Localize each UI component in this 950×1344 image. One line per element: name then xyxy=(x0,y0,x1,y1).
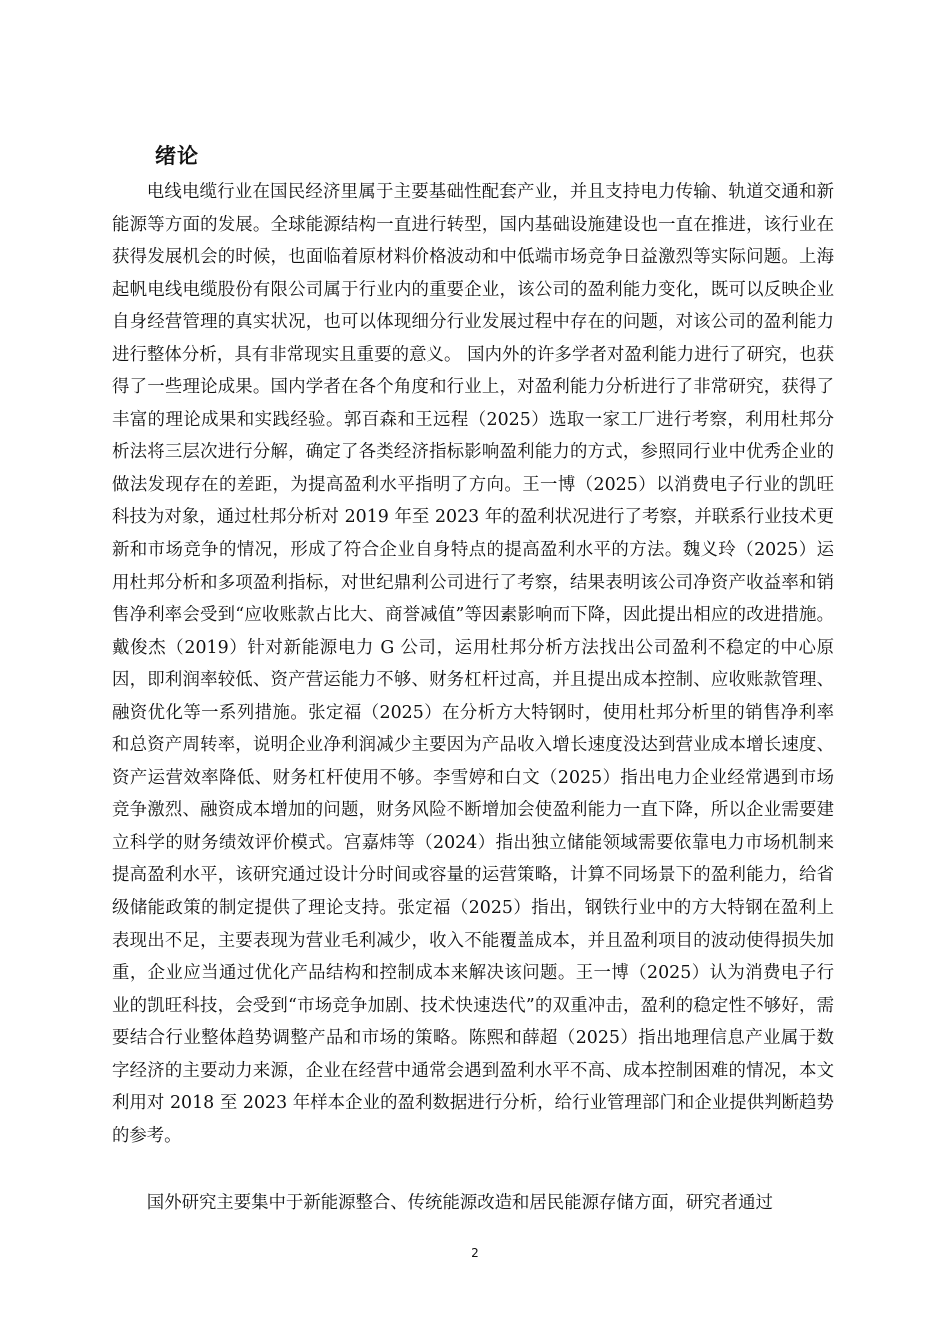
section-heading: 绪论 xyxy=(155,144,199,168)
body-paragraph: 电线电缆行业在国民经济里属于主要基础性配套产业，并且支持电力传输、轨道交通和新能源等方面的发展。全球能源结构一直进行转型，国内基础设施建设也一直在推进，该行业在获得发展机会的时候，也面临着原材料价格波动和中低端市场竞争日益激烈等实际问题。上海起帆电线电缆股份有限公司属于行业内的重要企业，该公司的盈利能力变化，既可以反映企业自身经营管理的真实状况，也可以体现细分行业发展过程中存在的问题，对该公司的盈利能力进行整体分析，具有非常现实且重要的意义。 国内外的许多学者对盈利能力进行了研究，也获得了一些理论成果。国内学者在各个角度和行业上，对盈利能力分析进行了非常研究，获得了丰富的理论成果和实践经验。郭百森和王远程（2025）选取一家工厂进行考察，利用杜邦分析法将三层次进行分解，确定了各类经济指标影响盈利能力的方式，参照同行业中优秀企业的做法发现存在的差距，为提高盈利水平指明了方向。王一博（2025）以消费电子行业的凯旺科技为对象，通过杜邦分析对 2019 年至 2023 年的盈利状况进行了考察，并联系行业技术更新和市场竞争的情况，形成了符合企业自身特点的提高盈利水平的方法。魏义玲（2025）运用杜邦分析和多项盈利指标，对世纪鼎利公司进行了考察，结果表明该公司净资产收益率和销售净利率会受到“应收账款占比大、商誉减值”等因素影响而下降，因此提出相应的改进措施。戴俊杰（2019）针对新能源电力 G 公司，运用杜邦分析方法找出公司盈利不稳定的中心原因，即利润率较低、资产营运能力不够、财务杠杆过高，并且提出成本控制、应收账款管理、融资优化等一系列措施。张定福（2025）在分析方大特钢时，使用杜邦分析里的销售净利率和总资产周转率，说明企业净利润减少主要因为产品收入增长速度没达到营业成本增长速度、资产运营效率降低、财务杠杆使用不够。李雪婷和白文（2025）指出电力企业经常遇到市场竞争激烈、融资成本增加的问题，财务风险不断增加会使盈利能力一直下降，所以企业需要建立科学的财务绩效评价模式。宫嘉炜等（2024）指出独立储能领域需要依靠电力市场机制来提高盈利水平，该研究通过设计分时间或容量的运营策略，计算不同场景下的盈利能力，给省级储能政策的制定提供了理论支持。张定福（2025）指出，钢铁行业中的方大特钢在盈利上表现出不足，主要表现为营业毛利减少，收入不能覆盖成本，并且盈利项目的波动使得损失加重，企业应当通过优化产品结构和控制成本来解决该问题。王一博（2025）认为消费电子行业的凯旺科技，会受到“市场竞争加剧、技术快速迭代”的双重冲击，盈利的稳定性不够好，需要结合行业整体趋势调整产品和市场的策略。陈熙和薛超（2025）指出地理信息产业属于数字经济的主要动力来源，企业在经营中通常会遇到盈利水平不高、成本控制困难的情况，本文利用对 2018 至 2023 年样本企业的盈利数据进行分析，给行业管理部门和企业提供判断趋势的参考。 xyxy=(112,182,834,1146)
body-paragraph: 国外研究主要集中于新能源整合、传统能源改造和居民能源存储方面，研究者通过 xyxy=(146,1193,773,1213)
page-number: 2 xyxy=(471,1246,479,1260)
